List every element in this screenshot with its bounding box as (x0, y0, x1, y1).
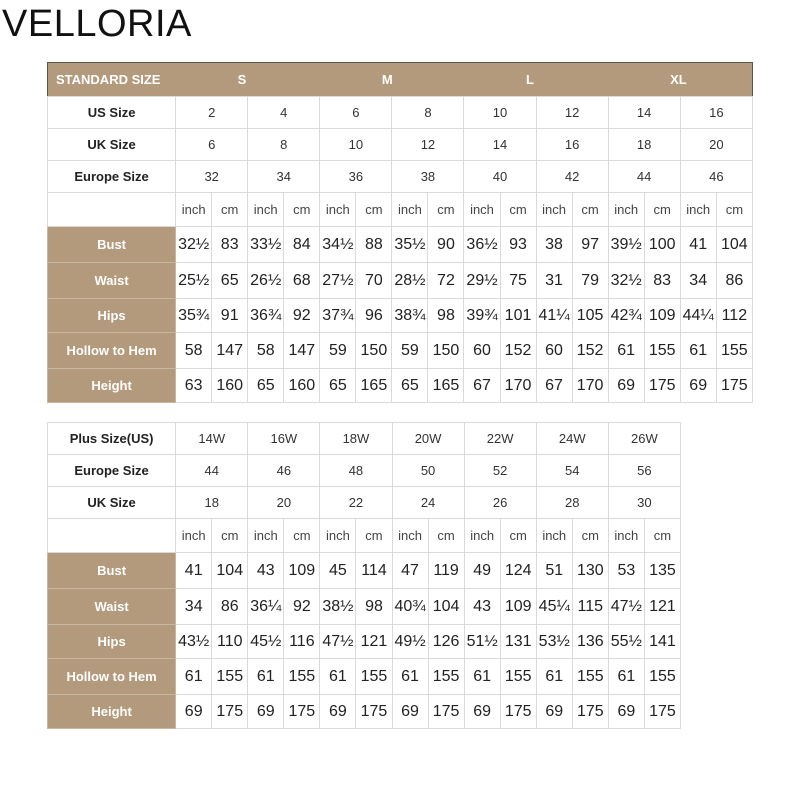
measure-label: Waist (48, 589, 176, 625)
size-value: 12 (392, 129, 464, 161)
measure-value: 130 (572, 553, 608, 589)
unit-label: cm (212, 193, 248, 227)
unit-label: inch (608, 519, 644, 553)
table-row (48, 659, 681, 695)
size-value: 18 (608, 129, 680, 161)
row-label: US Size (48, 97, 176, 129)
size-value: 8 (248, 129, 320, 161)
measure-value: 65 (248, 369, 284, 403)
measure-value: 147 (284, 333, 320, 369)
unit-label: cm (428, 193, 464, 227)
size-value: 52 (464, 455, 536, 487)
measure-value: 155 (212, 659, 248, 695)
measure-value: 41 (176, 553, 212, 589)
unit-label: inch (608, 193, 644, 227)
unit-label: inch (464, 193, 500, 227)
measure-value: 61 (392, 659, 428, 695)
size-value: 54 (536, 455, 608, 487)
measure-value: 91 (212, 299, 248, 333)
measure-value: 121 (644, 589, 680, 625)
measure-value: 175 (572, 695, 608, 729)
measure-value: 69 (320, 695, 356, 729)
measure-value: 43 (464, 589, 500, 625)
size-value: 16 (536, 129, 608, 161)
unit-row-blank (48, 519, 176, 553)
measure-value: 26½ (248, 263, 284, 299)
measure-value: 34½ (320, 227, 356, 263)
measure-value: 36¾ (248, 299, 284, 333)
measure-value: 100 (644, 227, 680, 263)
table-row (48, 423, 681, 455)
measure-value: 150 (356, 333, 392, 369)
unit-label: cm (284, 193, 320, 227)
size-value: 40 (464, 161, 536, 193)
unit-row-blank (48, 193, 176, 227)
measure-value: 28½ (392, 263, 428, 299)
measure-value: 61 (176, 659, 212, 695)
measure-value: 83 (212, 227, 248, 263)
measure-label: Hollow to Hem (48, 659, 176, 695)
measure-label: Bust (48, 553, 176, 589)
size-value: 16 (680, 97, 752, 129)
measure-value: 109 (644, 299, 680, 333)
row-label: UK Size (48, 487, 176, 519)
measure-value: 65 (320, 369, 356, 403)
measure-value: 65 (392, 369, 428, 403)
size-group-header: S (176, 63, 320, 97)
size-value: 10 (320, 129, 392, 161)
measure-value: 37¾ (320, 299, 356, 333)
unit-label: inch (392, 193, 428, 227)
measure-value: 35½ (392, 227, 428, 263)
plus-size-header: Plus Size(US) (48, 423, 176, 455)
size-value: 14 (464, 129, 536, 161)
table-row (48, 129, 753, 161)
measure-value: 47½ (608, 589, 644, 625)
size-value: 2 (176, 97, 248, 129)
measure-value: 53½ (536, 625, 572, 659)
measure-value: 33½ (248, 227, 284, 263)
measure-value: 109 (500, 589, 536, 625)
measure-value: 112 (716, 299, 752, 333)
measure-value: 25½ (176, 263, 212, 299)
measure-value: 49 (464, 553, 500, 589)
measure-value: 45 (320, 553, 356, 589)
table-row (48, 695, 681, 729)
row-label: Europe Size (48, 161, 176, 193)
measure-value: 69 (536, 695, 572, 729)
measure-value: 61 (680, 333, 716, 369)
measure-value: 175 (428, 695, 464, 729)
plus-size-value: 22W (464, 423, 536, 455)
measure-value: 40¾ (392, 589, 428, 625)
size-value: 44 (608, 161, 680, 193)
measure-value: 38 (536, 227, 572, 263)
measure-value: 170 (500, 369, 536, 403)
measure-value: 59 (320, 333, 356, 369)
size-group-header: L (464, 63, 608, 97)
plus-size-chart (47, 422, 681, 729)
measure-value: 141 (644, 625, 680, 659)
plus-size-value: 26W (608, 423, 680, 455)
measure-value: 97 (572, 227, 608, 263)
measure-value: 116 (284, 625, 320, 659)
measure-value: 155 (356, 659, 392, 695)
table-row (48, 333, 753, 369)
measure-value: 93 (500, 227, 536, 263)
measure-value: 72 (428, 263, 464, 299)
measure-value: 59 (392, 333, 428, 369)
measure-value: 67 (464, 369, 500, 403)
table-row (48, 553, 681, 589)
table-row (48, 97, 753, 129)
measure-value: 43½ (176, 625, 212, 659)
unit-label: inch (320, 193, 356, 227)
measure-value: 98 (428, 299, 464, 333)
size-value: 28 (536, 487, 608, 519)
measure-value: 60 (536, 333, 572, 369)
measure-value: 69 (176, 695, 212, 729)
unit-label: cm (356, 519, 392, 553)
unit-label: inch (248, 193, 284, 227)
table-row (48, 455, 681, 487)
measure-value: 175 (212, 695, 248, 729)
measure-value: 69 (680, 369, 716, 403)
table-row (48, 263, 753, 299)
measure-value: 150 (428, 333, 464, 369)
measure-value: 104 (428, 589, 464, 625)
row-label: Europe Size (48, 455, 176, 487)
plus-size-value: 16W (248, 423, 320, 455)
measure-value: 175 (644, 369, 680, 403)
measure-value: 147 (212, 333, 248, 369)
measure-value: 152 (500, 333, 536, 369)
measure-value: 41¼ (536, 299, 572, 333)
measure-value: 96 (356, 299, 392, 333)
unit-label: inch (248, 519, 284, 553)
measure-value: 34 (176, 589, 212, 625)
measure-value: 29½ (464, 263, 500, 299)
measure-value: 83 (644, 263, 680, 299)
unit-label: cm (572, 193, 608, 227)
measure-value: 51 (536, 553, 572, 589)
size-group-header: M (320, 63, 464, 97)
size-value: 20 (680, 129, 752, 161)
size-value: 56 (608, 455, 680, 487)
measure-value: 55½ (608, 625, 644, 659)
size-value: 44 (176, 455, 248, 487)
standard-size-header: STANDARD SIZE (48, 63, 176, 97)
measure-value: 43 (248, 553, 284, 589)
measure-value: 104 (212, 553, 248, 589)
table-row (48, 161, 753, 193)
unit-label: cm (212, 519, 248, 553)
measure-value: 47½ (320, 625, 356, 659)
measure-value: 175 (716, 369, 752, 403)
unit-label: cm (500, 519, 536, 553)
measure-value: 152 (572, 333, 608, 369)
measure-value: 67 (536, 369, 572, 403)
measure-value: 101 (500, 299, 536, 333)
measure-label: Bust (48, 227, 176, 263)
measure-value: 58 (176, 333, 212, 369)
table-row (48, 625, 681, 659)
measure-value: 175 (644, 695, 680, 729)
measure-value: 165 (428, 369, 464, 403)
measure-value: 86 (716, 263, 752, 299)
measure-value: 61 (464, 659, 500, 695)
measure-value: 45¼ (536, 589, 572, 625)
size-value: 6 (176, 129, 248, 161)
size-value: 6 (320, 97, 392, 129)
measure-value: 114 (356, 553, 392, 589)
measure-value: 155 (284, 659, 320, 695)
measure-value: 136 (572, 625, 608, 659)
measure-value: 35¾ (176, 299, 212, 333)
brand-logo: VELLORIA (2, 3, 192, 45)
measure-value: 175 (356, 695, 392, 729)
measure-value: 61 (536, 659, 572, 695)
measure-value: 86 (212, 589, 248, 625)
measure-value: 44¼ (680, 299, 716, 333)
size-value: 48 (320, 455, 392, 487)
measure-value: 155 (572, 659, 608, 695)
table-row (48, 487, 681, 519)
plus-size-value: 14W (176, 423, 248, 455)
measure-value: 155 (428, 659, 464, 695)
measure-value: 69 (464, 695, 500, 729)
unit-label: cm (284, 519, 320, 553)
measure-value: 61 (248, 659, 284, 695)
size-value: 32 (176, 161, 248, 193)
unit-label: cm (356, 193, 392, 227)
measure-value: 32½ (608, 263, 644, 299)
size-value: 36 (320, 161, 392, 193)
measure-value: 155 (644, 659, 680, 695)
unit-label: cm (716, 193, 752, 227)
size-value: 8 (392, 97, 464, 129)
table-row (48, 519, 681, 553)
unit-label: cm (572, 519, 608, 553)
measure-value: 38¾ (392, 299, 428, 333)
size-value: 38 (392, 161, 464, 193)
size-value: 34 (248, 161, 320, 193)
unit-label: inch (536, 519, 572, 553)
measure-value: 160 (212, 369, 248, 403)
measure-value: 121 (356, 625, 392, 659)
unit-label: inch (536, 193, 572, 227)
measure-value: 51½ (464, 625, 500, 659)
measure-value: 49½ (392, 625, 428, 659)
size-value: 20 (248, 487, 320, 519)
measure-value: 109 (284, 553, 320, 589)
measure-value: 119 (428, 553, 464, 589)
measure-value: 60 (464, 333, 500, 369)
measure-value: 124 (500, 553, 536, 589)
measure-value: 38½ (320, 589, 356, 625)
measure-value: 32½ (176, 227, 212, 263)
measure-value: 31 (536, 263, 572, 299)
measure-value: 69 (248, 695, 284, 729)
measure-value: 69 (608, 695, 644, 729)
measure-label: Hips (48, 299, 176, 333)
measure-value: 61 (608, 659, 644, 695)
measure-value: 160 (284, 369, 320, 403)
unit-label: inch (320, 519, 356, 553)
measure-value: 90 (428, 227, 464, 263)
measure-value: 104 (716, 227, 752, 263)
measure-value: 175 (500, 695, 536, 729)
measure-value: 68 (284, 263, 320, 299)
plus-size-value: 18W (320, 423, 392, 455)
size-value: 4 (248, 97, 320, 129)
unit-label: cm (428, 519, 464, 553)
measure-label: Hips (48, 625, 176, 659)
table-row (48, 193, 753, 227)
measure-value: 110 (212, 625, 248, 659)
measure-value: 84 (284, 227, 320, 263)
measure-value: 92 (284, 589, 320, 625)
measure-value: 131 (500, 625, 536, 659)
size-group-header: XL (608, 63, 752, 97)
measure-value: 58 (248, 333, 284, 369)
measure-value: 79 (572, 263, 608, 299)
measure-value: 63 (176, 369, 212, 403)
measure-value: 135 (644, 553, 680, 589)
measure-value: 126 (428, 625, 464, 659)
size-value: 26 (464, 487, 536, 519)
measure-value: 155 (716, 333, 752, 369)
measure-value: 69 (608, 369, 644, 403)
measure-label: Height (48, 369, 176, 403)
measure-value: 36½ (464, 227, 500, 263)
measure-value: 155 (644, 333, 680, 369)
size-value: 18 (176, 487, 248, 519)
size-value: 46 (248, 455, 320, 487)
measure-value: 27½ (320, 263, 356, 299)
measure-value: 88 (356, 227, 392, 263)
plus-size-value: 20W (392, 423, 464, 455)
unit-label: inch (176, 519, 212, 553)
measure-value: 105 (572, 299, 608, 333)
measure-label: Waist (48, 263, 176, 299)
table-row (48, 369, 753, 403)
unit-label: cm (644, 519, 680, 553)
measure-value: 42¾ (608, 299, 644, 333)
table-row (48, 589, 681, 625)
measure-value: 61 (608, 333, 644, 369)
measure-label: Hollow to Hem (48, 333, 176, 369)
table-row (48, 63, 753, 97)
measure-value: 47 (392, 553, 428, 589)
unit-label: inch (464, 519, 500, 553)
size-value: 22 (320, 487, 392, 519)
measure-value: 65 (212, 263, 248, 299)
measure-value: 36¼ (248, 589, 284, 625)
measure-value: 34 (680, 263, 716, 299)
measure-value: 45½ (248, 625, 284, 659)
size-value: 42 (536, 161, 608, 193)
measure-value: 41 (680, 227, 716, 263)
measure-value: 69 (392, 695, 428, 729)
unit-label: cm (500, 193, 536, 227)
size-value: 30 (608, 487, 680, 519)
measure-value: 70 (356, 263, 392, 299)
standard-size-chart (47, 62, 753, 403)
size-value: 50 (392, 455, 464, 487)
measure-value: 39½ (608, 227, 644, 263)
measure-value: 61 (320, 659, 356, 695)
unit-label: inch (176, 193, 212, 227)
size-value: 24 (392, 487, 464, 519)
measure-value: 39¾ (464, 299, 500, 333)
row-label: UK Size (48, 129, 176, 161)
plus-size-value: 24W (536, 423, 608, 455)
size-value: 12 (536, 97, 608, 129)
unit-label: inch (392, 519, 428, 553)
measure-value: 53 (608, 553, 644, 589)
measure-value: 170 (572, 369, 608, 403)
size-value: 14 (608, 97, 680, 129)
size-value: 10 (464, 97, 536, 129)
unit-label: inch (680, 193, 716, 227)
measure-value: 75 (500, 263, 536, 299)
size-value: 46 (680, 161, 752, 193)
measure-value: 175 (284, 695, 320, 729)
table-row (48, 299, 753, 333)
table-row (48, 227, 753, 263)
measure-value: 98 (356, 589, 392, 625)
measure-value: 115 (572, 589, 608, 625)
measure-value: 165 (356, 369, 392, 403)
unit-label: cm (644, 193, 680, 227)
measure-value: 155 (500, 659, 536, 695)
measure-value: 92 (284, 299, 320, 333)
measure-label: Height (48, 695, 176, 729)
